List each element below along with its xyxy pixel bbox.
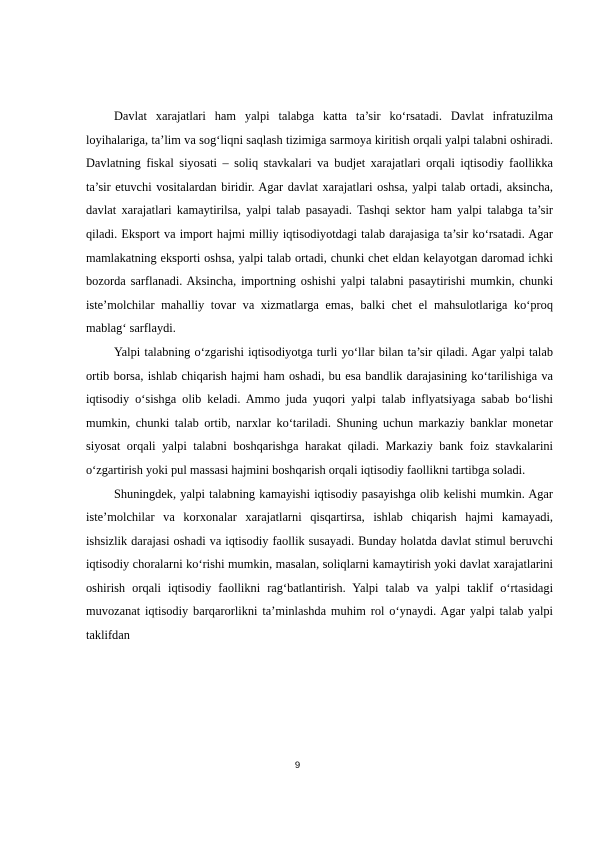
paragraph-government-spending: Davlat xarajatlari ham yalpi talabga katta ta’sir ko‘rsatadi. Davlat infratuzilma loyihalariga, ta’lim va sog‘liqni saqlash tizimiga sarmoya kiritish orqali yalpi talabni oshiradi. Davlatning fiskal siyosati – soliq stavkalari va budjet xarajatlari orqali iqtisodiy faollikka ta’sir etuvchi vositalardan biridir. Agar davlat xarajatlari oshsa, yalpi talab ortadi, aksincha, davlat xarajatlari kamaytirilsa, yalpi talab pasayadi. Tashqi sektor ham yalpi talabga ta’sir qiladi. Eksport va import hajmi milliy iqtisodiyotdagi talab darajasiga ta’sir ko‘rsatadi. Agar mamlakatning eksporti oshsa, yalpi talab ortadi, chunki chet eldan kelayotgan daromad ichki bozorda sarflanadi. Aksincha, importning oshishi yalpi talabni pasaytirishi mumkin, chunki iste’molchilar mahalliy tovar va xizmatlarga emas, balki chet el mahsulotlariga ko‘proq mablag‘ sarflaydi. <box>86 109 553 336</box>
paragraph-aggregate-demand-effects: Yalpi talabning o‘zgarishi iqtisodiyotga turli yo‘llar bilan ta’sir qiladi. Agar yalpi talab ortib borsa, ishlab chiqarish hajmi ham oshadi, bu esa bandlik darajasining ko‘tarilishiga va iqtisodiy o‘sishga olib keladi. Ammo juda yuqori yalpi talab inflyatsiyaga sabab bo‘lishi mumkin, chunki talab ortib, narxlar ko‘tariladi. Shuning uchun markaziy banklar monetar siyosat orqali yalpi talabni boshqarishga harakat qiladi. Markaziy bank foiz stavkalarini o‘zgartirish yoki pul massasi hajmini boshqarish orqali iqtisodiy faollikni tartibga soladi. <box>86 344 553 477</box>
paragraph-demand-decline: Shuningdek, yalpi talabning kamayishi iqtisodiy pasayishga olib kelishi mumkin. Agar iste’molchilar va korxonalar xarajatlarni qisqartirsa, ishlab chiqarish hajmi kamayadi, ishsizlik darajasi oshadi va iqtisodiy faollik susayadi. Bunday holatda davlat stimul beruvchi iqtisodiy choralarni ko‘rishi mumkin, masalan, soliqlarni kamaytirish yoki davlat xarajatlarini oshirish orqali iqtisodiy faollikni rag‘batlantirish. Yalpi talab va yalpi taklif o‘rtasidagi muvozanat iqtisodiy barqarorlikni ta’minlashda muhim rol o‘ynaydi. Agar yalpi talab yalpi taklifdan <box>86 486 553 643</box>
document-body <box>86 105 553 648</box>
page-number: 9 <box>294 760 301 771</box>
